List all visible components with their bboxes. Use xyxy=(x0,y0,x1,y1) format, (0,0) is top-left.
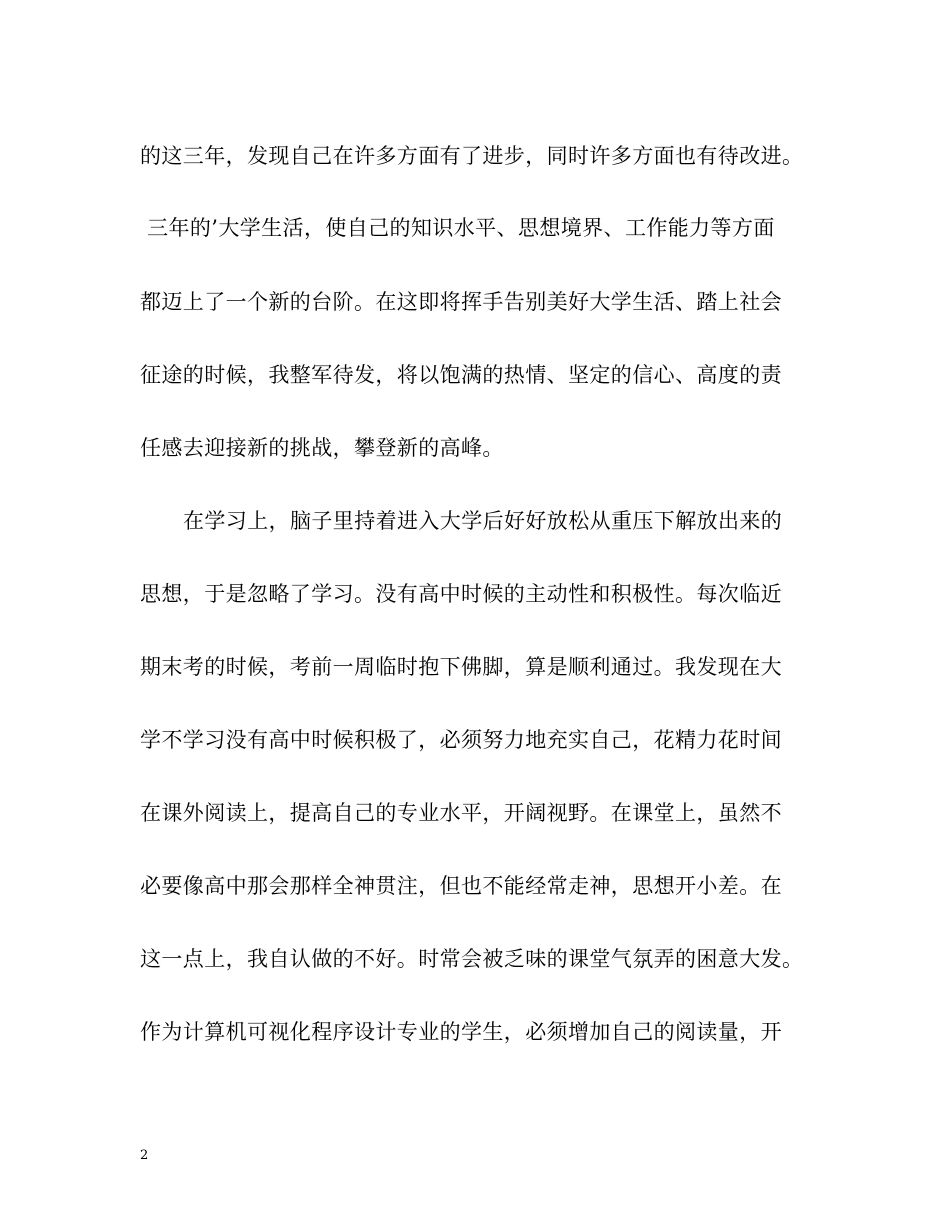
page-number: 2 xyxy=(140,1148,149,1163)
text-line-9: 学不学习没有高中时候积极了，必须努力地充实自己，花精力花时间 xyxy=(140,728,782,752)
text-line-10: 在课外阅读上，提高自己的专业水平，开阔视野。在课堂上，虽然不 xyxy=(140,801,782,825)
text-line-6-paragraph-start: 在学习上，脑子里持着进入大学后好好放松从重压下解放出来的 xyxy=(183,509,783,533)
text-line-7: 思想，于是忽略了学习。没有高中时候的主动性和积极性。每次临近 xyxy=(140,582,782,606)
text-line-12: 这一点上，我自认做的不好。时常会被乏味的课堂气氛弄的困意大发。 xyxy=(140,947,804,971)
text-line-2: 三年的’大学生活，使自己的知识水平、思想境界、工作能力等方面 xyxy=(140,216,775,240)
text-line-3: 都迈上了一个新的台阶。在这即将挥手告别美好大学生活、踏上社会 xyxy=(140,290,782,314)
text-line-13: 作为计算机可视化程序设计专业的学生，必须增加自己的阅读量，开 xyxy=(140,1020,782,1044)
text-line-4: 征途的时候，我整军待发，将以饱满的热情、坚定的信心、高度的责 xyxy=(140,363,782,387)
text-line-5: 任感去迎接新的挑战，攀登新的高峰。 xyxy=(140,436,504,460)
text-line-8: 期末考的时候，考前一周临时抱下佛脚，算是顺利通过。我发现在大 xyxy=(140,655,782,679)
text-line-1: 的这三年，发现自己在许多方面有了进步，同时许多方面也有待改进。 xyxy=(140,144,804,168)
text-line-11: 必要像高中那会那样全神贯注，但也不能经常走神，思想开小差。在 xyxy=(140,874,782,898)
